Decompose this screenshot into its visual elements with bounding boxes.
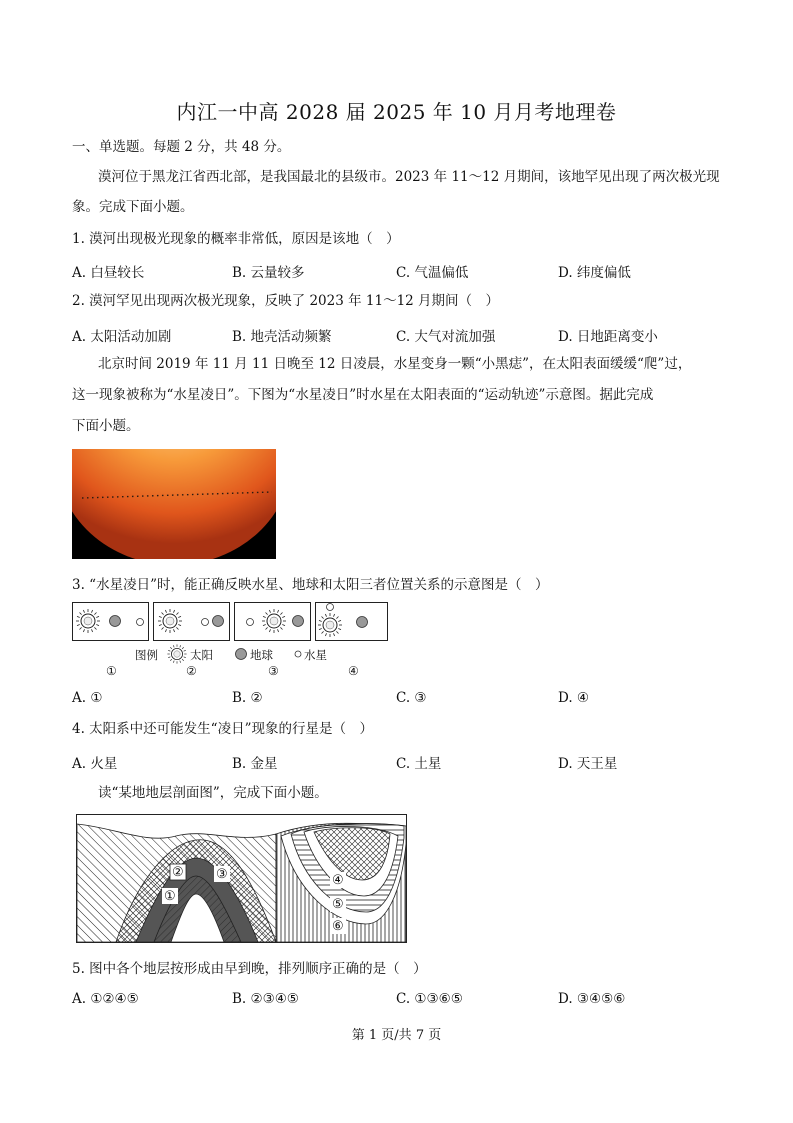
q1-option-c[interactable]: C. 气温偏低 <box>396 265 469 281</box>
legend-label: 图例 <box>135 648 158 662</box>
legend-mercury-label: 水星 <box>304 648 327 662</box>
sun-icon <box>262 609 286 633</box>
q3-option-d[interactable]: D. ④ <box>558 690 590 706</box>
legend-earth-label: 地球 <box>250 648 273 662</box>
q4-stem: 4. 太阳系中还可能发生“凌日”现象的行星是（ ） <box>72 721 373 737</box>
mercury-icon <box>327 604 334 611</box>
sun-icon <box>76 609 100 633</box>
q4-option-a[interactable]: A. 火星 <box>72 756 118 772</box>
sun-icon <box>318 613 342 637</box>
q4-option-c[interactable]: C. 土星 <box>396 756 442 772</box>
sun-icon <box>158 609 182 633</box>
stratum-label-6: ⑥ <box>332 919 344 934</box>
q2-option-c[interactable]: C. 大气对流加强 <box>396 329 496 345</box>
q3-stem: 3. “水星凌日”时，能正确反映水星、地球和太阳三者位置关系的示意图是（ ） <box>72 577 549 593</box>
sun-disk <box>72 449 276 559</box>
q1-option-b[interactable]: B. 云量较多 <box>232 265 305 281</box>
stratum-label-3: ③ <box>216 867 228 882</box>
stratum-label-5: ⑤ <box>332 897 344 912</box>
q4-option-b[interactable]: B. 金星 <box>232 756 278 772</box>
legend-mercury-icon <box>295 651 301 657</box>
q3-option-c[interactable]: C. ③ <box>396 690 427 706</box>
mercury-icon <box>202 619 209 626</box>
q5-option-c[interactable]: C. ①③⑥⑤ <box>396 991 463 1007</box>
q3-option-b[interactable]: B. ② <box>232 690 263 706</box>
q2-option-b[interactable]: B. 地壳活动频繁 <box>232 329 332 345</box>
q5-option-a[interactable]: A. ①②④⑤ <box>72 991 139 1007</box>
q1-stem: 1. 漠河出现极光现象的概率非常低，原因是该地（ ） <box>72 231 400 247</box>
q5-stem: 5. 图中各个地层按形成由早到晚，排列顺序正确的是（ ） <box>72 961 427 977</box>
q2-option-a[interactable]: A. 太阳活动加剧 <box>72 329 172 345</box>
earth-icon <box>293 616 304 627</box>
stratum-label-1: ① <box>164 889 176 904</box>
diagram-label-3: ③ <box>268 664 279 678</box>
q5-option-b[interactable]: B. ②③④⑤ <box>232 991 299 1007</box>
earth-icon <box>357 617 368 628</box>
mercury-icon <box>247 619 254 626</box>
page-title: 内江一中高 2028 届 2025 年 10 月月考地理卷 <box>176 100 617 124</box>
mercury-icon <box>137 619 144 626</box>
q3-option-a[interactable]: A. ① <box>72 690 103 706</box>
passage3: 读“某地地层剖面图”，完成下面小题。 <box>98 785 328 801</box>
earth-icon <box>213 616 224 627</box>
diagram-label-4: ④ <box>348 664 359 678</box>
stratum-label-2: ② <box>172 865 184 880</box>
stratum-label-4: ④ <box>332 873 344 888</box>
section-heading: 一、单选题。每题 2 分，共 48 分。 <box>72 139 291 155</box>
diagram-label-1: ① <box>106 664 117 678</box>
page-footer: 第 1 页/共 7 页 <box>351 1028 442 1043</box>
diagram-label-2: ② <box>186 664 197 678</box>
passage1-line2: 象。完成下面小题。 <box>72 199 194 215</box>
q1-option-a[interactable]: A. 白昼较长 <box>72 265 145 281</box>
legend-sun-label: 太阳 <box>190 648 213 662</box>
q4-option-d[interactable]: D. 天王星 <box>558 756 618 772</box>
q1-option-d[interactable]: D. 纬度偏低 <box>558 265 631 281</box>
passage2-line2: 这一现象被称为“水星凌日”。下图为“水星凌日”时水星在太阳表面的“运动轨迹”示意图。据此完成 <box>72 387 654 403</box>
earth-icon <box>110 616 121 627</box>
passage1-line1: 漠河位于黑龙江省西北部，是我国最北的县级市。2023 年 11～12 月期间，该地罕见出现了两次极光现 <box>98 169 720 185</box>
legend-earth-icon <box>236 649 247 660</box>
strata-cross-section <box>76 814 408 944</box>
q2-stem: 2. 漠河罕见出现两次极光现象，反映了 2023 年 11～12 月期间（ ） <box>72 293 500 309</box>
passage2-line1: 北京时间 2019 年 11 月 11 日晚至 12 日凌晨，水星变身一颗“小黑痣”，在太阳表面缓缓“爬”过， <box>98 356 692 372</box>
q2-option-d[interactable]: D. 日地距离变小 <box>558 329 658 345</box>
position-diagrams <box>72 598 392 682</box>
mercury-transit-photo <box>72 449 276 559</box>
legend-sun-icon <box>167 644 186 663</box>
passage2-line3: 下面小题。 <box>72 418 140 434</box>
q5-option-d[interactable]: D. ③④⑤⑥ <box>558 991 626 1007</box>
